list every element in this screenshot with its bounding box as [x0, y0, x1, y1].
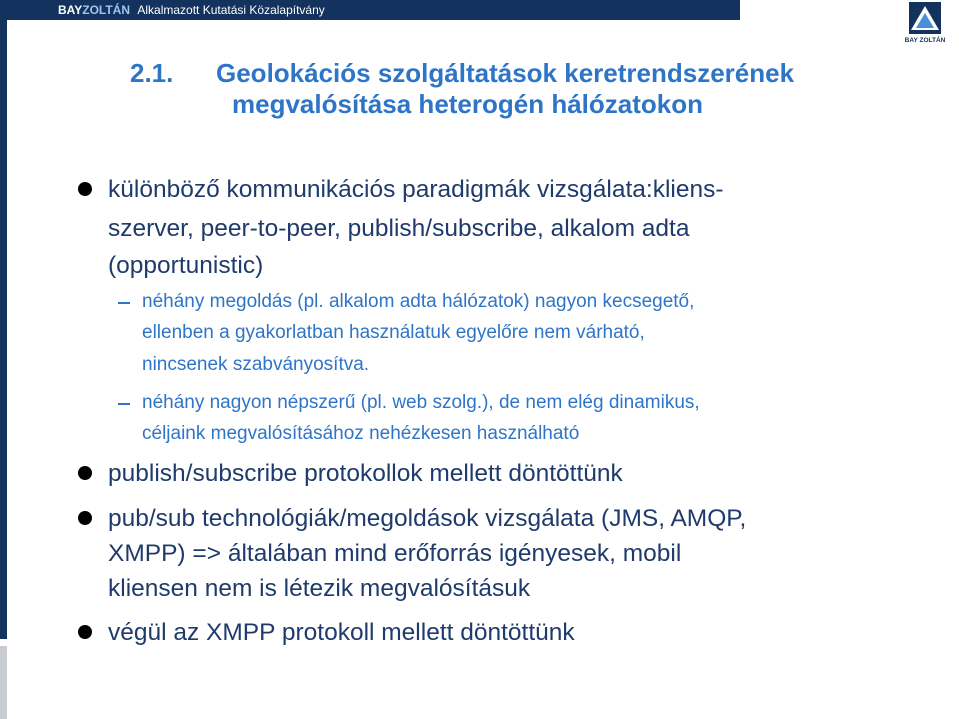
- sub-bullet-1-line-1: néhány megoldás (pl. alkalom adta hálózatok) nagyon kecsegető,: [142, 291, 695, 312]
- title-line-1: Geolokációs szolgáltatások keretrendszerének: [216, 58, 795, 88]
- organization-name: Alkalmazott Kutatási Közalapítvány: [137, 3, 325, 17]
- bullet-dot: [78, 625, 92, 639]
- bullet-4-line-1: végül az XMPP protokoll mellett döntöttünk: [108, 619, 575, 646]
- bullet-3-line-2: XMPP) => általában mind erőforrás igényesek, mobil: [108, 540, 682, 567]
- sub-bullet-2-line-2: céljaink megvalósításához nehézkesen használható: [142, 423, 580, 444]
- sub-bullet-1-line-2: ellenben a gyakorlatban használatuk egyelőre nem várható,: [142, 322, 645, 343]
- bullet-dot: [78, 466, 92, 480]
- logo-text: BAY ZOLTÁN: [905, 37, 945, 44]
- bullet-1-line-1: különböző kommunikációs paradigmák vizsgálata:kliens-: [108, 176, 724, 203]
- bullet-1-line-2: szerver, peer-to-peer, publish/subscribe, alkalom adta: [108, 215, 690, 242]
- sub-bullet-dash: [118, 302, 130, 304]
- bullet-3-line-1: pub/sub technológiák/megoldások vizsgálata (JMS, AMQP,: [108, 505, 747, 532]
- sub-bullet-dash: [118, 403, 130, 405]
- sub-bullet-1-line-3: nincsenek szabványosítva.: [142, 354, 370, 375]
- bullet-1-line-3: (opportunistic): [108, 252, 264, 279]
- bullet-dot: [78, 182, 92, 196]
- bullet-2-line-1: publish/subscribe protokollok mellett döntöttünk: [108, 460, 623, 487]
- brand-bay: BAY: [58, 3, 83, 17]
- section-number: 2.1.: [130, 58, 174, 88]
- title-line-2: megvalósítása heterogén hálózatokon: [232, 89, 704, 119]
- brand-zoltan: ZOLTÁN: [82, 3, 130, 17]
- bullet-3-line-3: kliensen nem is létezik megvalósításuk: [108, 575, 531, 602]
- sub-bullet-2-line-1: néhány nagyon népszerű (pl. web szolg.), de nem elég dinamikus,: [142, 392, 700, 413]
- bullet-dot: [78, 511, 92, 525]
